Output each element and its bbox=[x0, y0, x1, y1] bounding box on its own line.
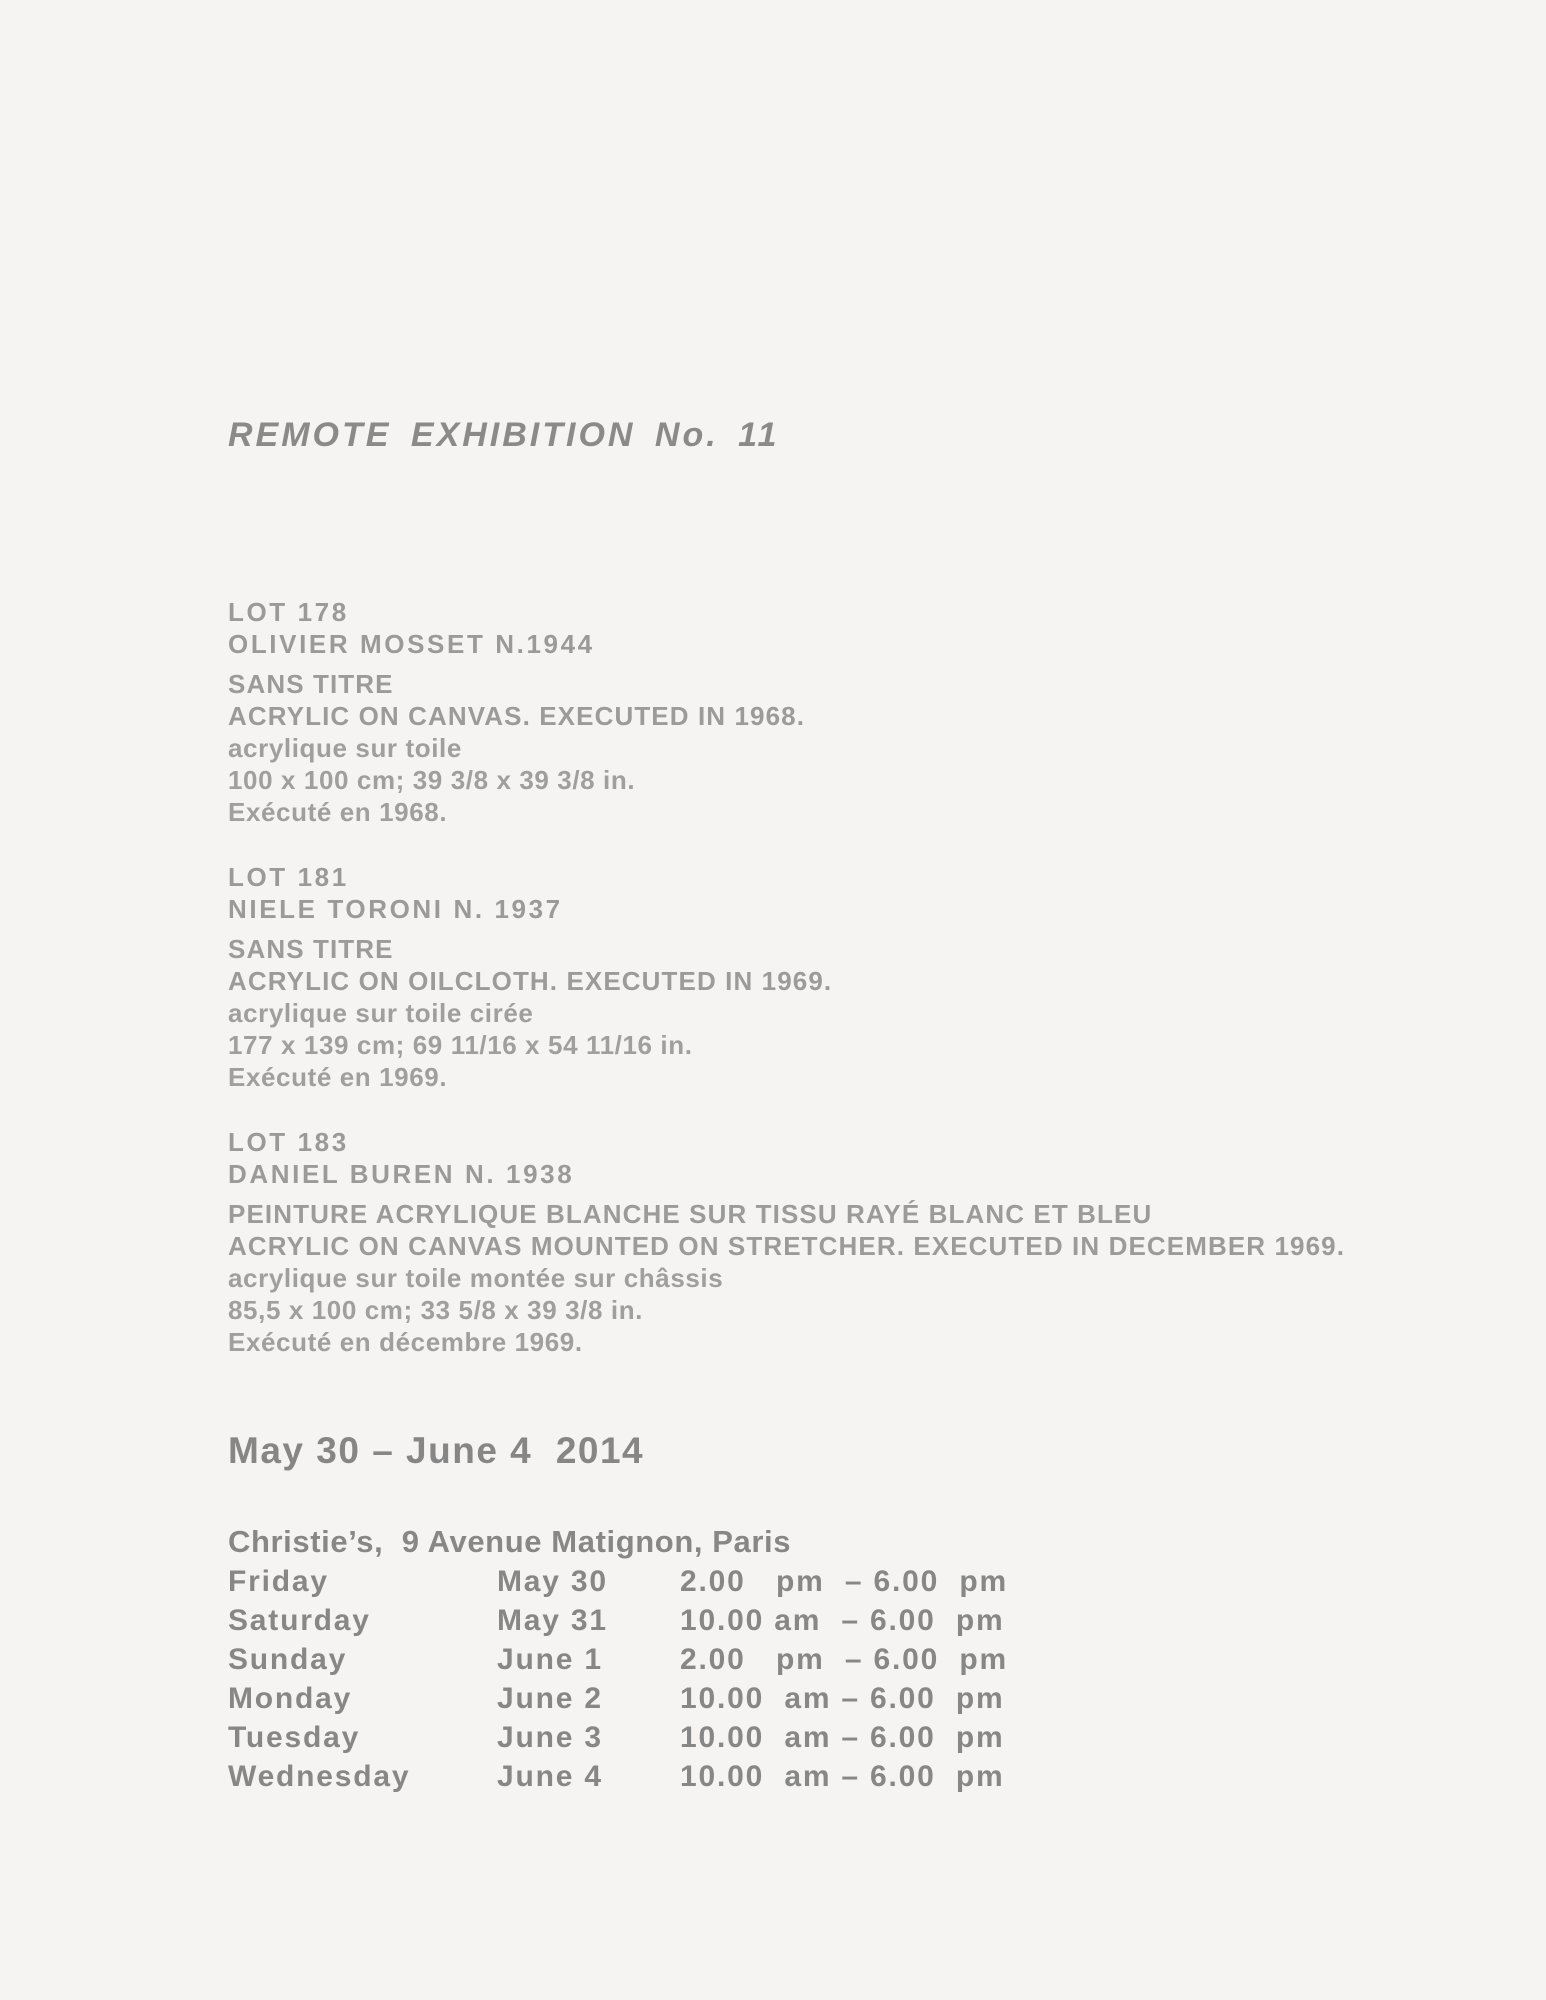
dimensions-line: 85,5 x 100 cm; 33 5/8 x 39 3/8 in. bbox=[228, 1295, 644, 1325]
artist-name: DANIEL BUREN N. 1938 bbox=[228, 1159, 575, 1189]
work-title: SANS TITRE bbox=[228, 934, 394, 964]
venue-line: Christie’s, 9 Avenue Matignon, Paris bbox=[228, 1524, 792, 1559]
date-cell: June 3 bbox=[497, 1721, 603, 1754]
schedule-row bbox=[228, 1718, 1328, 1757]
date-cell: May 30 bbox=[497, 1565, 608, 1598]
medium-line-en: ACRYLIC ON CANVAS. EXECUTED IN 1968. bbox=[228, 701, 806, 731]
lot-block bbox=[228, 596, 1428, 828]
time-cell: 2.00 pm – 6.00 pm bbox=[680, 1565, 1008, 1598]
schedule-row bbox=[228, 1679, 1328, 1718]
day-cell: Sunday bbox=[228, 1643, 348, 1676]
execution-date-line: Exécuté en 1968. bbox=[228, 797, 448, 827]
time-cell: 2.00 pm – 6.00 pm bbox=[680, 1643, 1008, 1676]
time-cell: 10.00 am – 6.00 pm bbox=[680, 1760, 1005, 1793]
artist-name: OLIVIER MOSSET N.1944 bbox=[228, 629, 595, 659]
medium-line-en: ACRYLIC ON CANVAS MOUNTED ON STRETCHER. EXECUTED IN DECEMBER 1969. bbox=[228, 1231, 1346, 1261]
time-cell: 10.00 am – 6.00 pm bbox=[680, 1682, 1005, 1715]
date-cell: May 31 bbox=[497, 1604, 608, 1637]
dimensions-line: 100 x 100 cm; 39 3/8 x 39 3/8 in. bbox=[228, 765, 636, 795]
execution-date-line: Exécuté en 1969. bbox=[228, 1062, 448, 1092]
date-cell: June 2 bbox=[497, 1682, 603, 1715]
medium-line-en: ACRYLIC ON OILCLOTH. EXECUTED IN 1969. bbox=[228, 966, 833, 996]
schedule-table bbox=[228, 1562, 1328, 1796]
medium-line-fr: acrylique sur toile montée sur châssis bbox=[228, 1263, 724, 1293]
day-cell: Monday bbox=[228, 1682, 353, 1715]
lot-list bbox=[228, 596, 1428, 1391]
day-cell: Saturday bbox=[228, 1604, 371, 1637]
page-title: REMOTE EXHIBITION No. 11 bbox=[228, 416, 780, 454]
schedule-row bbox=[228, 1562, 1328, 1601]
day-cell: Tuesday bbox=[228, 1721, 361, 1754]
exhibition-dates-heading: May 30 – June 4 2014 bbox=[228, 1430, 645, 1471]
date-cell: June 1 bbox=[497, 1643, 603, 1676]
schedule-row bbox=[228, 1757, 1328, 1796]
lot-label: LOT 178 bbox=[228, 597, 349, 627]
time-cell: 10.00 am – 6.00 pm bbox=[680, 1604, 1005, 1637]
day-cell: Wednesday bbox=[228, 1760, 411, 1793]
work-title: SANS TITRE bbox=[228, 669, 394, 699]
schedule-row bbox=[228, 1640, 1328, 1679]
artist-name: NIELE TORONI N. 1937 bbox=[228, 894, 563, 924]
dimensions-line: 177 x 139 cm; 69 11/16 x 54 11/16 in. bbox=[228, 1030, 693, 1060]
time-cell: 10.00 am – 6.00 pm bbox=[680, 1721, 1005, 1754]
lot-label: LOT 181 bbox=[228, 862, 349, 892]
lot-block bbox=[228, 861, 1428, 1093]
lot-block bbox=[228, 1126, 1428, 1358]
schedule-row bbox=[228, 1601, 1328, 1640]
lot-label: LOT 183 bbox=[228, 1127, 349, 1157]
work-title: PEINTURE ACRYLIQUE BLANCHE SUR TISSU RAYÉ BLANC ET BLEU bbox=[228, 1199, 1153, 1229]
medium-line-fr: acrylique sur toile bbox=[228, 733, 462, 763]
day-cell: Friday bbox=[228, 1565, 329, 1598]
medium-line-fr: acrylique sur toile cirée bbox=[228, 998, 534, 1028]
execution-date-line: Exécuté en décembre 1969. bbox=[228, 1327, 583, 1357]
date-cell: June 4 bbox=[497, 1760, 603, 1793]
